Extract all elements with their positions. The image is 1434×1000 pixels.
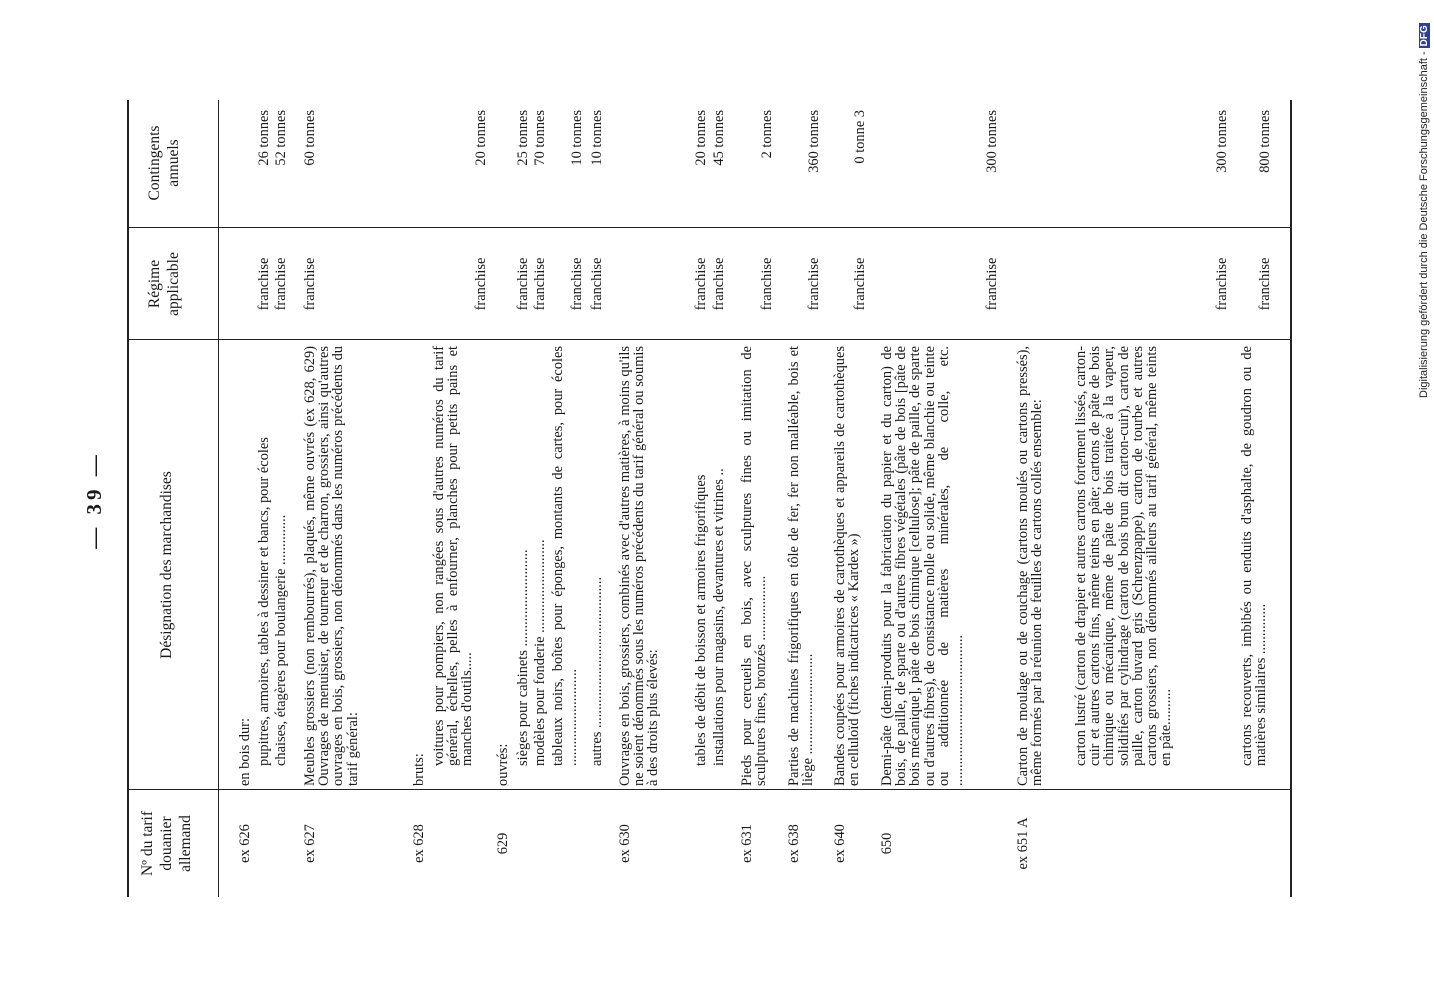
table-top-rule (127, 100, 129, 897)
table-bottom-rule (1290, 100, 1292, 897)
row-designation: tableaux noirs, boîtes pour éponges, montants de cartes, pour écoles ........................... (550, 346, 581, 766)
row-contingent: 25 tonnes (515, 110, 531, 166)
row-designation: Carton de moulage ou de couchage (cartons moulés ou cartons pressés), même formés par la réunion de feuilles de cartons collés ensemble: (1015, 346, 1046, 786)
header-contingents: Contingents annuels (146, 125, 182, 201)
row-designation: modèles pour fonderie .......................... (532, 539, 548, 766)
row-contingent: 26 tonnes (256, 110, 272, 166)
row-tariff-number: 629 (495, 832, 511, 855)
row-contingent: 360 tonnes (806, 110, 822, 173)
row-regime: franchise (473, 257, 489, 311)
row-regime: franchise (1257, 257, 1273, 311)
row-designation: Bandes coupées pour armoires de cartothèques et appareils de cartothèques en celluloïd (fiches indicatrices « Kardex ») (832, 346, 863, 786)
row-designation: installations pour magasins, devantures et vitrines .. (711, 468, 727, 766)
row-designation: tables de débit de boisson et armoires frigorifiques (693, 474, 709, 766)
row-tariff-number: 650 (879, 832, 895, 855)
row-contingent: 800 tonnes (1257, 110, 1273, 173)
row-designation: voitures pour pompiers, non rangées sous d'autres numéros du tarif général, échelles, pelles à enfourner, planches pour petits pains et manches d'outils..... (431, 346, 476, 766)
row-contingent: 45 tonnes (711, 110, 727, 166)
column-divider (127, 227, 1290, 228)
row-contingent: 52 tonnes (273, 110, 289, 166)
row-regime: franchise (515, 257, 531, 311)
row-designation: autres .......................................... (589, 576, 605, 766)
row-regime: franchise (302, 257, 318, 311)
row-contingent: 300 tonnes (984, 110, 1000, 173)
row-contingent: 10 tonnes (589, 110, 605, 166)
header-designation: Désignation des marchandises (158, 471, 175, 659)
row-regime: franchise (569, 257, 585, 311)
row-contingent: 60 tonnes (302, 110, 318, 166)
row-designation: cartons recouverts, imbibés ou enduits d'asphalte, de goudron ou de matières similaires .............. (1239, 346, 1270, 766)
row-tariff-number: ex 631 (739, 824, 755, 863)
row-designation: en bois dur: (237, 718, 253, 786)
row-designation: sièges pour cabinets ........................... (515, 549, 531, 766)
row-designation: chaises, étagères pour boulangerie .............. (273, 514, 289, 766)
row-regime: franchise (532, 257, 548, 311)
row-designation: Parties de machines frigorifiques en tôle de fer, fer non malléable, bois et liège ............................ (786, 346, 817, 786)
row-contingent: 0 tonne 3 (852, 110, 868, 164)
row-regime: franchise (711, 257, 727, 311)
row-regime: franchise (273, 257, 289, 311)
row-tariff-number: ex 627 (302, 824, 318, 863)
header-tariff-number: Nº du tarif douanier allemand (139, 810, 194, 877)
row-contingent: 20 tonnes (693, 110, 709, 166)
row-regime: franchise (589, 257, 605, 311)
column-divider (127, 789, 1290, 790)
dfg-logo: DFG (1419, 25, 1430, 47)
row-regime: franchise (806, 257, 822, 311)
row-contingent: 20 tonnes (473, 110, 489, 166)
row-designation: Ouvrages en bois, grossiers, combinés avec d'autres matières, à moins qu'ils ne soient dénommés sous les numéros précédents du tarif général ou soumis à des droits plus élevés: (617, 346, 662, 786)
row-contingent: 70 tonnes (532, 110, 548, 166)
row-tariff-number: ex 628 (411, 824, 427, 863)
row-tariff-number: ex 638 (786, 824, 802, 863)
page-number: — 39 — (82, 451, 106, 549)
header-regime: Régime applicable (146, 252, 182, 316)
row-regime: franchise (852, 257, 868, 311)
row-regime: franchise (256, 257, 272, 311)
row-designation: ouvrés: (495, 743, 511, 786)
row-designation: carton lustré (carton de drapier et autres cartons fortement lissés, carton-cuir et autres cartons fins, même teints en pâte; cartons de pâte de bois chimique ou mécanique, même de pâte de bois traitée à la vapeur, solidifiés par cylindrage (carton de bois brun dit carton-cuir), carton de paille, carton buvard gris (Schrenzpappe), carton de tourbe et autres cartons grossiers, non dénommés ailleurs au tarif général, même teints en pâte.......... (1073, 346, 1175, 766)
row-regime: franchise (693, 257, 709, 311)
row-designation: Pieds pour cercueils en bois, avec sculptures fines ou imitation de sculptures fines, bronzés .................. (739, 346, 770, 786)
credit-label: Digitalisierung gefördert durch die Deutsche Forschungsgemeinschaft - (1418, 51, 1430, 398)
row-designation: Meubles grossiers (non rembourrés), plaqués, même ouvrés (ex 628, 629) Ouvrages de menuisier, de tourneur et de charron, grossiers, ainsi qu'autres ouvrages en bois, grossiers, non dénommés dans les numéros précédents du tarif général: (302, 346, 361, 786)
row-designation: Demi-pâte (demi-produits pour la fabrication du papier et du carton) de bois, de paille, de sparte ou d'autres fibres végétales (pâte de bois [pâte de bois mécanique], pâte de bois chimique [cellulose]; pâte de paille, de sparte ou d'autres fibres), de consistance molle ou solide, même blanchie ou teinte ou additionnée de matières minérales, de colle, etc. .......................................... (879, 346, 967, 786)
row-designation: pupitres, armoires, tables à dessiner et bancs, pour écoles (256, 437, 272, 766)
column-divider (127, 339, 1290, 340)
row-regime: franchise (984, 257, 1000, 311)
digitization-credit (1418, 8, 1432, 398)
row-contingent: 300 tonnes (1214, 110, 1230, 173)
row-tariff-number: ex 630 (617, 824, 633, 863)
row-regime: franchise (759, 257, 775, 311)
row-tariff-number: ex 626 (237, 824, 253, 863)
table-header-rule (218, 100, 219, 897)
row-designation: bruts: (411, 753, 427, 786)
row-tariff-number: ex 640 (832, 824, 848, 863)
row-regime: franchise (1214, 257, 1230, 311)
row-contingent: 2 tonnes (759, 110, 775, 159)
row-tariff-number: ex 651 A (1015, 817, 1031, 870)
row-contingent: 10 tonnes (569, 110, 585, 166)
digitization-credit-text (1418, 23, 1430, 398)
